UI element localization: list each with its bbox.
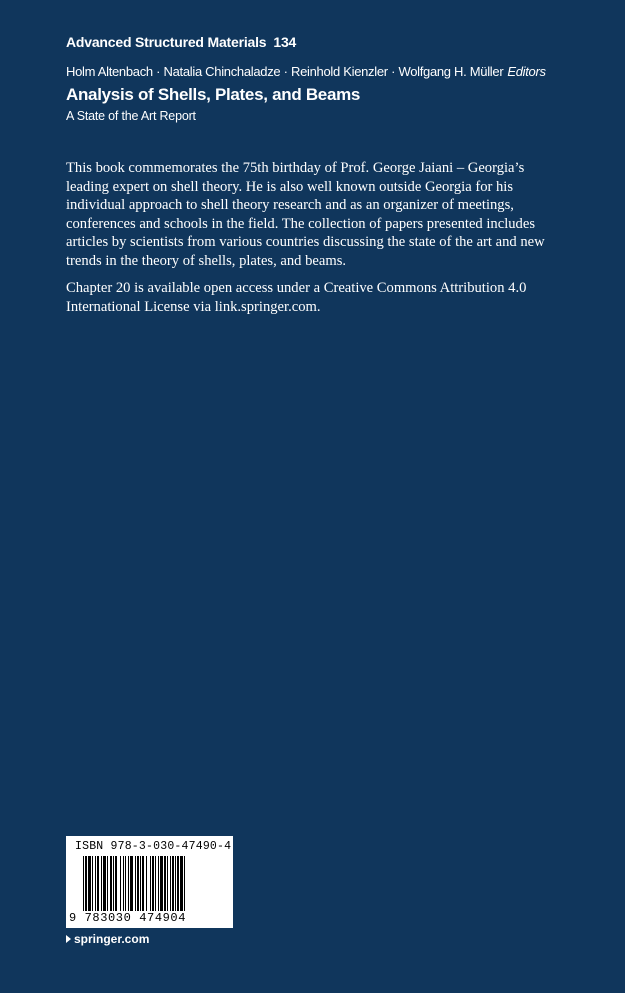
barcode-bar xyxy=(137,856,139,911)
barcode-bar xyxy=(97,856,99,911)
barcode-bars xyxy=(83,856,226,911)
editors-line xyxy=(66,64,546,79)
barcode-bar xyxy=(142,856,144,911)
barcode-bar xyxy=(123,856,124,911)
barcode-bar xyxy=(125,856,126,911)
barcode-bar xyxy=(85,856,87,911)
barcode-bar xyxy=(146,856,147,911)
isbn-label: ISBN 978-3-030-47490-4 xyxy=(75,840,232,853)
series-name: Advanced Structured Materials xyxy=(66,34,267,50)
barcode-bar xyxy=(184,856,185,911)
barcode-bar xyxy=(128,856,129,911)
barcode-bar xyxy=(160,856,163,911)
barcode-bar xyxy=(103,856,106,911)
book-title: Analysis of Shells, Plates, and Beams xyxy=(66,85,361,104)
barcode-bar xyxy=(172,856,174,911)
barcode-bar xyxy=(177,856,179,911)
barcode-bar xyxy=(180,856,183,911)
barcode-bar xyxy=(83,856,84,911)
publisher-url-text: springer.com xyxy=(74,932,150,946)
barcode-digits: 9 783030 474904 xyxy=(69,911,187,925)
arrow-right-icon xyxy=(66,935,71,943)
barcode-bar xyxy=(113,856,114,911)
series-volume: 134 xyxy=(273,34,297,50)
open-access-note: Chapter 20 is available open access under a Creative Commons Attribution 4.0 International License via link.springer.com. xyxy=(66,280,527,315)
barcode-bar xyxy=(140,856,141,911)
book-description: This book commemorates the 75th birthday of Prof. George Jaiani – Georgia’s leading expert on shell theory. He is also well known outside Georgia for his individual approach to shell theory research and as an organizer of meetings, conferences and schools in the field. The collection of papers presented includes articles by scientists from various countries discussing the state of the art and new trends in the theory of shells, plates, and beams. xyxy=(66,160,545,269)
barcode-bar xyxy=(167,856,168,911)
barcode-bar xyxy=(120,856,121,911)
barcode-bar xyxy=(101,856,102,911)
barcode-bar xyxy=(115,856,117,911)
editor-names: Holm Altenbach · Natalia Chinchaladze · Reinhold Kienzler · Wolfgang H. Müller xyxy=(66,64,504,79)
publisher-url[interactable] xyxy=(66,932,149,946)
editors-role: Editors xyxy=(507,64,546,79)
barcode-bar xyxy=(170,856,171,911)
barcode-bar xyxy=(88,856,91,911)
barcode-bar xyxy=(135,856,136,911)
book-subtitle: A State of the Art Report xyxy=(66,109,196,123)
barcode-bar xyxy=(110,856,112,911)
barcode-bar xyxy=(150,856,151,911)
barcode-bar xyxy=(130,856,133,911)
barcode-bar xyxy=(152,856,154,911)
barcode-bar xyxy=(164,856,166,911)
barcode-bar xyxy=(158,856,159,911)
barcode-bar xyxy=(107,856,108,911)
isbn-barcode xyxy=(66,836,233,928)
series-line xyxy=(66,34,296,50)
barcode-bar xyxy=(92,856,93,911)
barcode-bar xyxy=(95,856,96,911)
barcode-bar xyxy=(175,856,176,911)
barcode-bar xyxy=(155,856,156,911)
